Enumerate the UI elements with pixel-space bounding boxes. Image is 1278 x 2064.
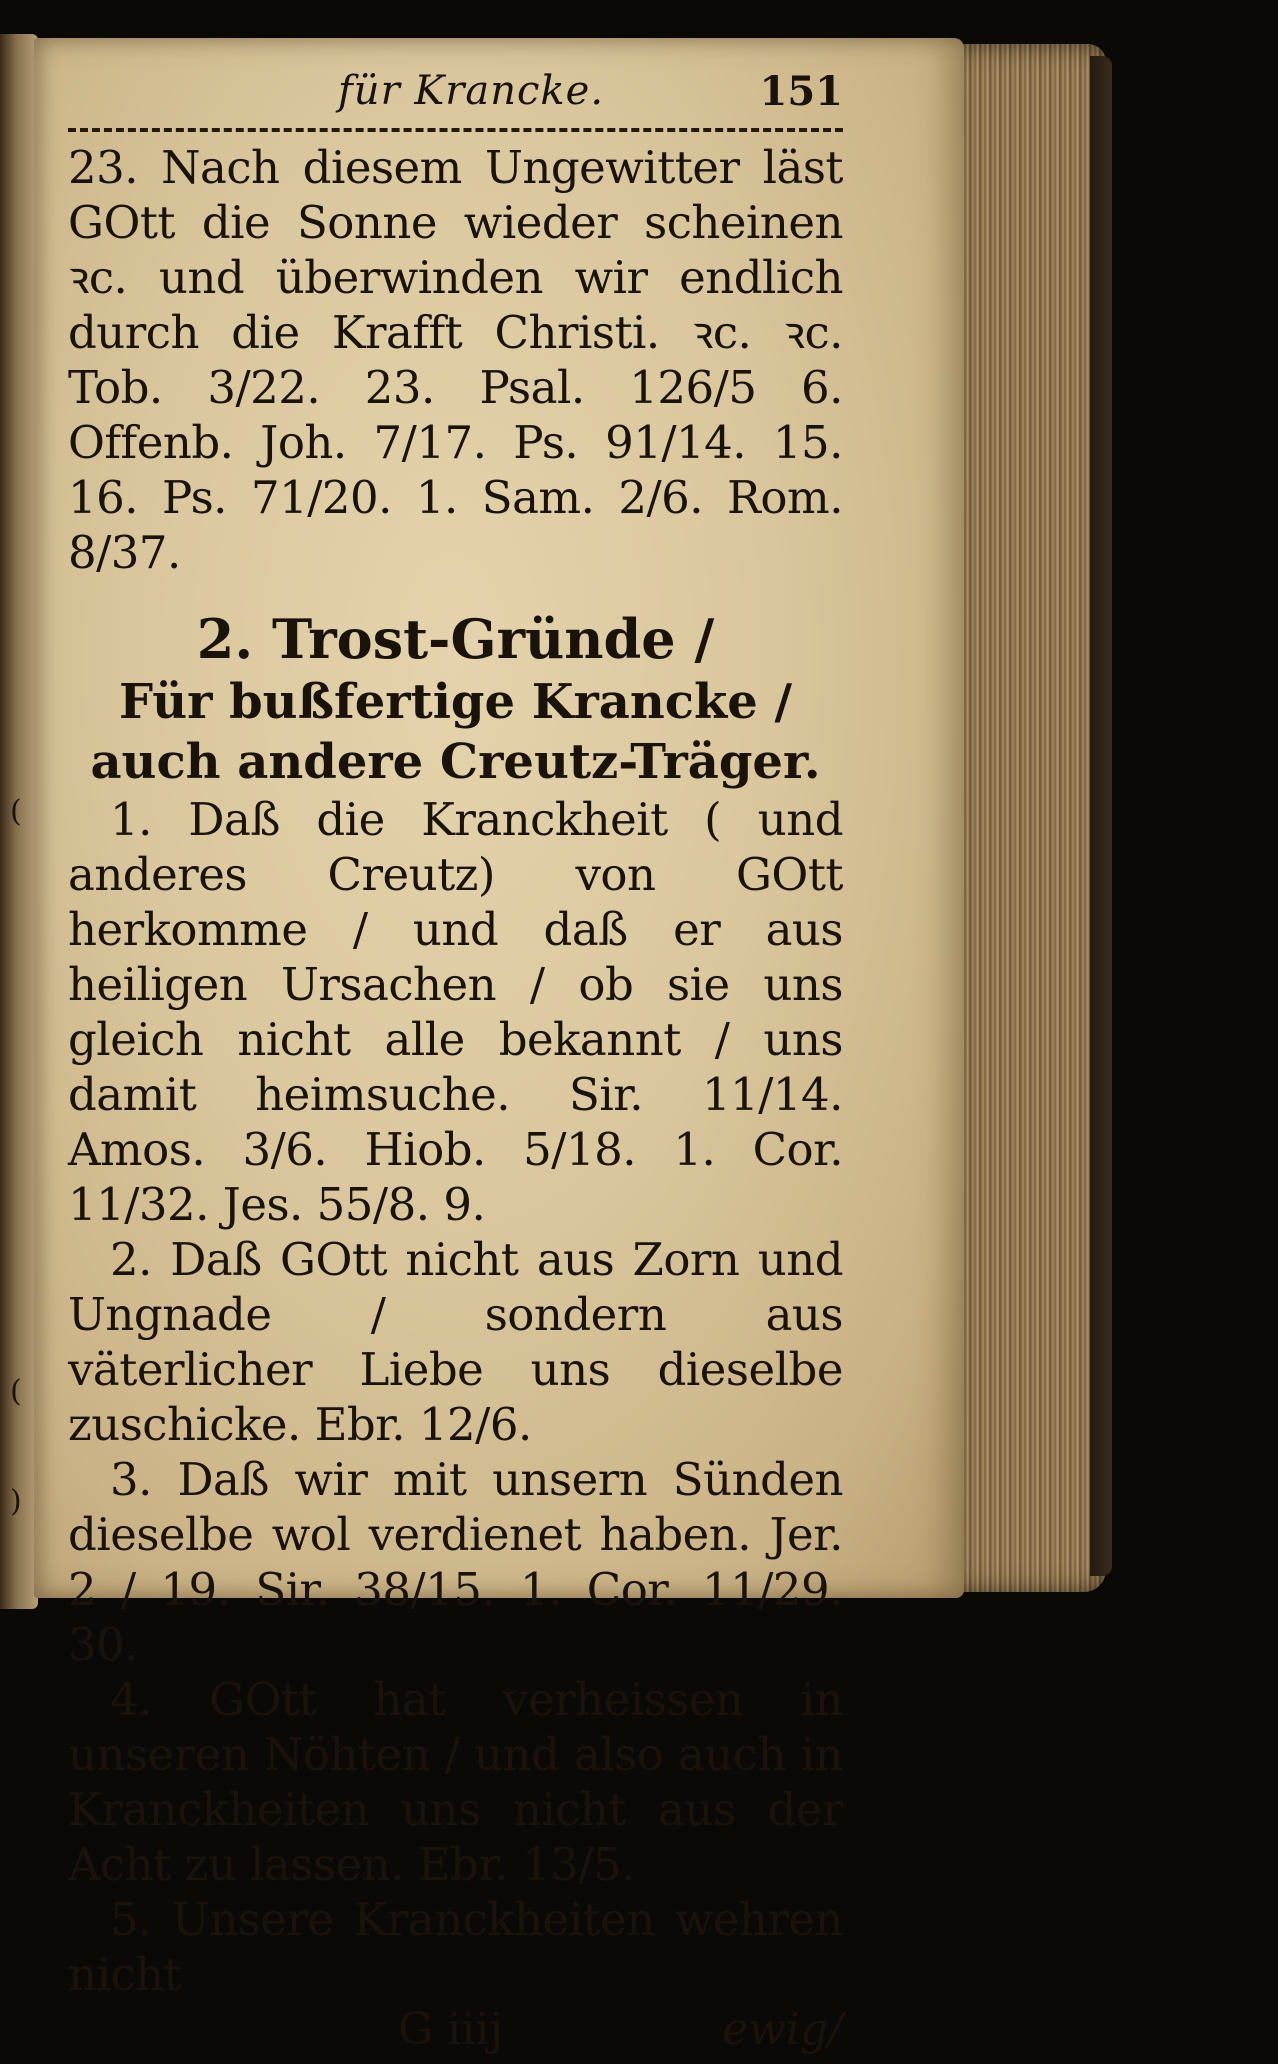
paragraph-3: 3. Daß wir mit unsern Sünden dieselbe wol verdienet haben. Jer. 2 / 19. Sir. 38/15. 1. Cor. 11/29. 30.: [68, 1453, 843, 1671]
page-number: 151: [759, 68, 843, 115]
paragraph-5: 5. Unsere Kranckheiten wehren nicht: [68, 1893, 843, 2001]
paragraph-23: 23. Nach diesem Ungewitter läst GOtt die Sonne wieder scheinen ꝛc. und überwinden wir endlich durch die Krafft Christi. ꝛc. ꝛc. Tob. 3/22. 23. Psal. 126/5 6. Offenb. Joh. 7/17. Ps. 91/14. 15. 16. Ps. 71/20. 1. Sam. 2/6. Rom. 8/37.: [68, 141, 843, 579]
section-heading: 2. Trost-Gründe /: [196, 607, 715, 671]
signature-mark: G iiij: [398, 2004, 503, 2055]
paragraph-1: 1. Daß die Kranckheit ( und anderes Creutz) von GOtt herkomme / und daß er aus heiligen Ursachen / ob sie uns gleich nicht alle bekannt / uns damit heimsuche. Sir. 11/14. Amos. 3/6. Hiob. 5/18. 1. Cor. 11/32. Jes. 55/8. 9.: [68, 793, 843, 1231]
running-title: für Krancke.: [338, 68, 605, 114]
left-page-glyphs: [4, 34, 32, 1609]
left-glyph: (: [10, 1374, 22, 1409]
left-glyph: (: [10, 794, 22, 829]
left-page-edge: [0, 34, 38, 1609]
section-subheading: Für bußfertige Krancke / auch andere Creutz-Träger.: [90, 674, 821, 790]
page-stack-edge: [950, 44, 1106, 1592]
page-content: [68, 60, 843, 2064]
left-glyph: ): [10, 1484, 22, 1519]
paragraph-4: 4. GOtt hat verheissen in unseren Nöhten / und also auch in Kranckheiten uns nicht aus der Acht zu lassen. Ebr. 13/5.: [68, 1673, 843, 1891]
catchword: ewig/: [722, 2004, 843, 2055]
header-rule: [68, 128, 843, 132]
page-footer: [68, 2004, 843, 2064]
page-header: [68, 60, 843, 124]
paragraph-2: 2. Daß GOtt nicht aus Zorn und Ungnade / sondern aus väterlicher Liebe uns dieselbe zuschicke. Ebr. 12/6.: [68, 1233, 843, 1451]
book-cover-edge: [1090, 56, 1112, 1576]
